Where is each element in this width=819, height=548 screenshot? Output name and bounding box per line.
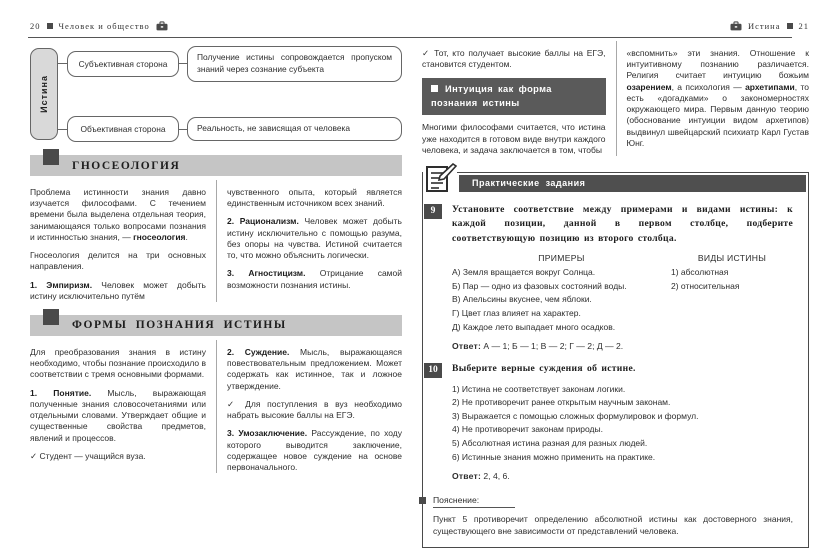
gnoseology-column-1 [30,180,216,302]
paragraph: 1. Понятие. Мысль, выражающая полученные знания словосочетаниями или отдельными словами. Утверждает общие и существенные свойства предметов, явлений и процессов. [30,387,207,443]
gnoseology-columns [30,180,402,302]
notepad-pencil-icon [423,163,457,194]
answer-value: 2, 4, 6. [483,471,510,482]
task-9-answer [452,341,793,351]
chapter-title: Истина [748,21,781,31]
paragraph: Для преобразования знания в истину необходимо, чтобы познание происходило в соответствии с тремя основными формами. [30,346,206,380]
connector-line [179,63,187,64]
page-number: 20 [30,21,41,31]
practice-tasks-box [422,172,809,548]
diagram-root-label: Истина [39,75,49,113]
connector-line [58,63,67,64]
white-square-icon [431,85,438,92]
examples-column [452,253,671,334]
paragraph: 3. Умозаключение. Рассуждение, по ходу которого выводится заключение, содержащее новое суждение на основе первоначального. [227,428,403,472]
intuition-column-2 [616,41,810,156]
right-page [402,0,819,540]
task-9-content [452,203,808,351]
paragraph: 2. Рационализм. Человек может добыть истину исключительно с помощью разума, без опоры на чувства. Истиной считается то, что можно объяснить логически. [227,216,402,261]
gnoseology-column-2 [216,180,402,302]
kinds-header: ВИДЫ ИСТИНЫ [697,253,767,264]
paragraph: Проблема истинности знания давно изучается философами. С течением времени была выделена отдельная теория, занимающаяся только вопросами познания и истинностью знания, — гносеология. [30,187,206,242]
diagram-detail-box: Реальность, не зависящая от человека [187,117,402,141]
task-10-content [452,362,808,481]
header-rule [28,37,792,38]
practice-tasks-header: Практические задания [459,175,806,192]
kind-item: 2) относительная [671,280,740,291]
forms-columns [30,340,402,473]
paragraph: 2. Суждение. Мысль, выражающаяся повествовательным предложением. Может содержать как истинное, так и ложное утверждение. [227,346,402,391]
statement-item: 1) Истина не соответствует законам логики. [452,383,626,394]
statement-item: 3) Выражается с помощью сложных формулировок и формул. [452,410,699,421]
examples-header: ПРИМЕРЫ [538,253,585,264]
statements-list [452,383,793,465]
task-10-answer [452,471,793,481]
section-square-icon [43,149,59,165]
forms-column-1 [30,340,216,473]
forms-column-2 [216,340,402,473]
kinds-column [671,253,793,334]
task-prompt: Установите соответствие между примерами и видами истины: к каждой позиции, данной в первом столбце, подберите соответствующую позицию из второго столбца. [452,204,793,244]
answer-value: А — 1; Б — 1; В — 2; Г — 2; Д — 2. [483,341,624,352]
chapter-title: Человек и общество [58,21,150,31]
paragraph: Многими философами считается, что истина уже находится в готовом виде внутри каждого человека, и задача заключается в том, чтобы [422,122,606,155]
section-square-icon [43,309,59,325]
example-check-line: ✓ Для поступления в вуз необходимо набрать высокие баллы на ЕГЭ. [227,398,402,421]
subsection-title: Интуиция как форма познания истины [431,84,552,108]
kind-item: 1) абсолютная [671,267,729,278]
briefcase-icon [156,21,168,31]
diagram-branch-box: Субъективная сторона [67,51,179,77]
intuition-column-1 [422,41,616,156]
example-item: Б) Пар — одно из фазовых состояний воды. [452,280,627,291]
left-page-header [30,20,402,32]
subsection-header-intuition [422,78,606,115]
left-page [0,0,402,540]
section-header-gnoseology [30,155,402,176]
diagram-detail-box: Получение истины сопровождается пропуском знаний через сознание субъекта [187,46,402,82]
diagram-row-subjective [58,46,402,82]
example-check-line: ✓ Тот, кто получает высокие баллы на ЕГЭ, становится студентом. [422,48,606,70]
example-check-line: ✓ Студент — учащийся вуза. [30,450,146,461]
diagram-row-objective [58,116,402,142]
section-title: ГНОСЕОЛОГИЯ [72,159,181,172]
briefcase-icon [730,21,742,31]
diagram-branch-box: Объективная сторона [67,116,179,142]
explanation-text: Пункт 5 противоречит определению абсолютной истины как достоверного знания, существующего вне зависимости от представлений человека. [433,514,793,537]
diagram-root-box [30,48,58,140]
section-title: ФОРМЫ ПОЗНАНИЯ ИСТИНЫ [72,319,287,332]
statement-item: 5) Абсолютная истина разная для разных людей. [452,437,648,448]
paragraph: «вспомнить» эти знания. Отношение к интуитивному познанию различается. Религия считает интуицию божьим озарением, а психология — архетипами, то есть «догадками» о закономерностях окружающего мира. Первым данную теорию (обоснование интуиции видом архетипов) выдвинул швейцарский психиатр Карл Густав Юнг. [626,48,809,148]
example-item: В) Апельсины вкуснее, чем яблоки. [452,294,592,305]
square-separator-icon [47,23,53,29]
example-item: Д) Каждое лето выпадает много осадков. [452,321,616,332]
task-number-badge: 9 [424,204,442,219]
section-header-forms [30,315,402,336]
example-item: А) Земля вращается вокруг Солнца. [452,267,596,278]
paragraph: чувственного опыта, который является единственным источником всех знаний. [227,187,402,209]
answer-label: Ответ: [452,341,481,352]
task-9 [423,203,808,351]
diagram-rows [58,46,402,142]
task-prompt: Выберите верные суждения об истине. [452,363,636,375]
statement-item: 6) Истинные знания можно применить на практике. [452,451,656,462]
explanation-block [423,490,808,538]
matching-columns [452,253,793,334]
paragraph: Гносеология делится на три основных направления. [30,250,206,272]
truth-diagram [30,46,402,142]
connector-line [179,129,187,130]
paragraph: 3. Агностицизм. Отрицание самой возможности познания истины. [227,268,403,290]
right-page-header [422,20,809,32]
connector-line [58,129,67,130]
example-item: Г) Цвет глаз влияет на характер. [452,307,581,318]
statement-item: 2) Не противоречит ранее открытым научным законам. [452,397,671,408]
task-10 [423,362,808,481]
explanation-label: Пояснение: [433,495,515,508]
statement-item: 4) Не противоречит законам природы. [452,424,603,435]
page-number: 21 [798,21,809,31]
paragraph: 1. Эмпиризм. Человек может добыть истину исключительно путём [30,279,206,301]
square-separator-icon [787,23,793,29]
intuition-columns [422,41,809,156]
answer-label: Ответ: [452,471,481,482]
task-number-badge: 10 [424,363,442,378]
